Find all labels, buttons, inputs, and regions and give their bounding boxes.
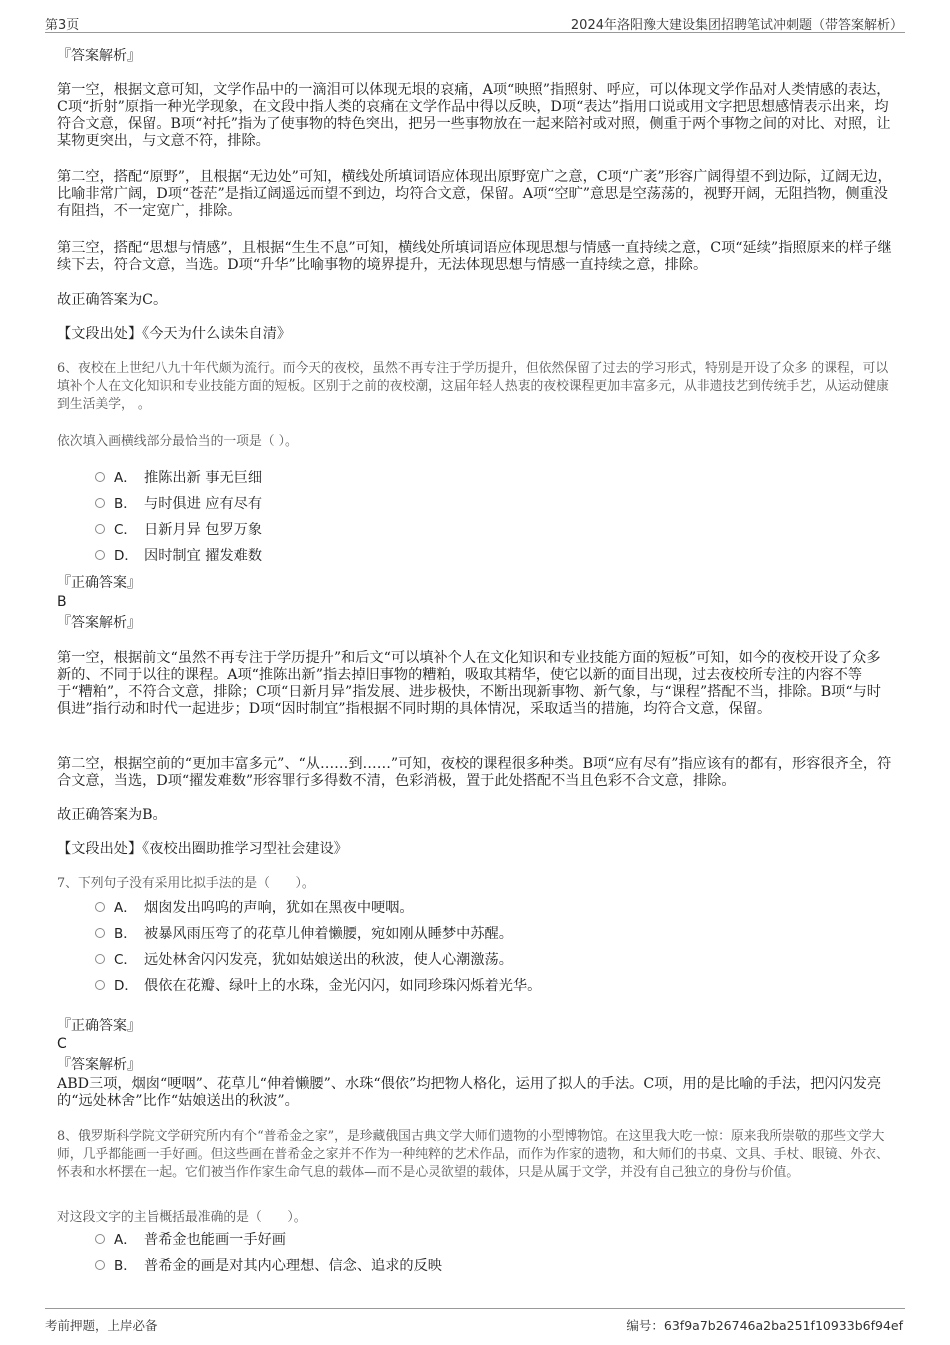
question-6-option-b[interactable] [95, 495, 262, 513]
analysis-conclusion: 故正确答案为C。 [57, 292, 168, 308]
radio-button-icon[interactable] [95, 472, 105, 482]
analysis-paragraph-2: 第二空，搭配“原野”，且根据“无边处”可知，横线处所填词语应体现出原野宽广之意，C项“广袤”形容广阔得望不到边际，辽阔无边，比喻非常广阔，D项“苍茫”是指辽阔遥远而望不到边，均符合文意，保留。A项“空旷”意思是空荡荡的，视野开阔，无阻挡物，侧重没有阻挡，不一定宽广，排除。 [57, 169, 892, 219]
option-key: B． [114, 496, 137, 512]
passage-source: 【文段出处】《夜校出圈助推学习型社会建设》 [57, 841, 348, 857]
question-7-option-a[interactable] [95, 899, 414, 917]
option-text: 普希金的画是对其内心理想、信念、追求的反映 [144, 1258, 442, 1274]
option-key: B． [114, 926, 137, 942]
option-key: A． [114, 900, 137, 916]
question-8-option-b[interactable] [95, 1257, 442, 1275]
correct-answer-label: 『正确答案』 [57, 575, 141, 591]
option-key: C． [114, 952, 137, 968]
option-text: 烟囱发出呜呜的声响，犹如在黑夜中哽咽。 [144, 900, 414, 916]
question-8-option-a[interactable] [95, 1231, 286, 1249]
analysis-paragraph-2: 第二空，根据空前的“更加丰富多元”、“从……到……”可知，夜校的课程很多种类。B项“应有尽有”指应该有的都有，形容很齐全，符合文意，当选，D项“擢发难数”形容罪行多得数不清，色彩消极，置于此处搭配不当且色彩不合文意，排除。 [57, 756, 892, 789]
option-text: 被暴风雨压弯了的花草儿伸着懒腰，宛如刚从睡梦中苏醒。 [144, 926, 513, 942]
question-6-option-d[interactable] [95, 547, 262, 565]
radio-button-icon[interactable] [95, 498, 105, 508]
option-text: 普希金也能画一手好画 [144, 1232, 286, 1248]
option-key: A． [114, 470, 137, 486]
option-text: 因时制宜 擢发难数 [144, 548, 263, 564]
page-number: 第3页 [45, 18, 80, 33]
analysis-paragraph: ABD三项，烟囱“哽咽”、花草儿“伸着懒腰”、水珠“偎依”均把物人格化，运用了拟人的手法。C项，用的是比喻的手法，把闪闪发亮的“远处林舍”比作“姑娘送出的秋波”。 [57, 1076, 882, 1109]
question-8-stem: 8、俄罗斯科学院文学研究所内有个“普希金之家”，是珍藏俄国古典文学大师们遗物的小型博物馆。在这里我大吃一惊：原来我所崇敬的那些文学大师，几乎都能画一手好画。但这些画在普希金之家并不作为一种纯粹的艺术作品，而作为作家的遗物，和大师们的书桌、文具、手杖、眼镜、外衣、怀表和水杯摆在一起。它们被当作作家生命气息的载体—而不是心灵欲望的载体，只是从属于文学，并没有自己独立的身份与价值。 [57, 1129, 889, 1180]
analysis-conclusion: 故正确答案为B。 [57, 807, 167, 823]
page-header [45, 10, 905, 33]
page-footer [45, 1308, 905, 1339]
option-text: 远处林舍闪闪发亮，犹如姑娘送出的秋波，使人心潮激荡。 [144, 952, 513, 968]
radio-button-icon[interactable] [95, 980, 105, 990]
analysis-paragraph-3: 第三空，搭配“思想与情感”，且根据“生生不息”可知，横线处所填词语应体现思想与情感一直持续之意，C项“延续”指照原来的样子继续下去，符合文意，当选。D项“升华”比喻事物的境界提升，无法体现思想与情感一直持续之意，排除。 [57, 240, 892, 273]
question-7-stem: 7、下列句子没有采用比拟手法的是（ ）。 [57, 876, 315, 891]
analysis-paragraph-1: 第一空，根据前文“虽然不再专注于学历提升”和后文“可以填补个人在文化知识和专业技能方面的短板”可知，如今的夜校开设了众多新的、不同于以往的课程。A项“推陈出新”指去掉旧事物的糟粕，吸取其精华，使它以新的面目出现，过去夜校所专注的内容不等于“糟粕”，不符合文意，排除；C项“日新月异”指发展、进步极快，不断出现新事物、新气象，与“课程”搭配不当，排除。B项“与时俱进”指行动和时代一起进步；D项“因时制宜”指根据不同时期的具体情况，采取适当的措施，均符合文意，保留。 [57, 650, 881, 717]
radio-button-icon[interactable] [95, 902, 105, 912]
correct-answer-value: B [57, 594, 67, 610]
option-key: B． [114, 1258, 137, 1274]
question-6-option-a[interactable] [95, 469, 262, 487]
document-title: 2024年洛阳豫大建设集团招聘笔试冲刺题（带答案解析） [570, 18, 903, 33]
answer-analysis-label: 『答案解析』 [57, 48, 141, 64]
question-6-stem: 6、夜校在上世纪八九十年代颇为流行。而今天的夜校，虽然不再专注于学历提升，但依然保留了过去的学习形式，特别是开设了众多 的课程，可以填补个人在文化知识和专业技能方面的短板。区别于之前的夜校潮，这届年轻人热衷的夜校课程更加丰富多元，从非遗技艺到传统手艺，从运动健康到生活美学， 。 [57, 361, 889, 412]
question-7-option-d[interactable] [95, 977, 541, 995]
question-7-option-b[interactable] [95, 925, 513, 943]
answer-analysis-label: 『答案解析』 [57, 1057, 141, 1073]
option-text: 推陈出新 事无巨细 [144, 470, 263, 486]
question-6-option-c[interactable] [95, 521, 262, 539]
document-id: 编号：63f9a7b26746a2ba251f10933b6f94ef [626, 1318, 903, 1333]
radio-button-icon[interactable] [95, 1260, 105, 1270]
question-7-option-c[interactable] [95, 951, 513, 969]
option-key: A． [114, 1232, 137, 1248]
radio-button-icon[interactable] [95, 524, 105, 534]
footer-slogan: 考前押题，上岸必备 [45, 1318, 158, 1333]
passage-source: 【文段出处】《今天为什么读朱自清》 [57, 326, 292, 342]
answer-analysis-label: 『答案解析』 [57, 615, 141, 631]
option-key: D． [114, 978, 138, 994]
option-key: D． [114, 548, 138, 564]
question-6-prompt: 依次填入画横线部分最恰当的一项是（ ）。 [57, 434, 298, 449]
option-text: 与时俱进 应有尽有 [144, 496, 263, 512]
analysis-paragraph-1: 第一空，根据文意可知，文学作品中的一滴泪可以体现无垠的哀痛，A项“映照”指照射、呼应，可以体现文学作品对人类情感的表达，C项“折射”原指一种光学现象，在文段中指人类的哀痛在文学作品中得以反映，D项“表达”指用口说或用文字把思想感情表示出来，均符合文意，保留。B项“衬托”指为了使事物的特色突出，把另一些事物放在一起来陪衬或对照，侧重于两个事物之间的对比、对照，让某物更突出，与文意不符，排除。 [57, 82, 891, 149]
option-text: 日新月异 包罗万象 [144, 522, 263, 538]
radio-button-icon[interactable] [95, 954, 105, 964]
option-key: C． [114, 522, 137, 538]
radio-button-icon[interactable] [95, 550, 105, 560]
option-text: 偎依在花瓣、绿叶上的水珠，金光闪闪，如同珍珠闪烁着光华。 [144, 978, 542, 994]
correct-answer-label: 『正确答案』 [57, 1018, 141, 1034]
radio-button-icon[interactable] [95, 1234, 105, 1244]
question-8-prompt: 对这段文字的主旨概括最准确的是（ ）。 [57, 1210, 307, 1225]
radio-button-icon[interactable] [95, 928, 105, 938]
correct-answer-value: C [57, 1036, 67, 1052]
